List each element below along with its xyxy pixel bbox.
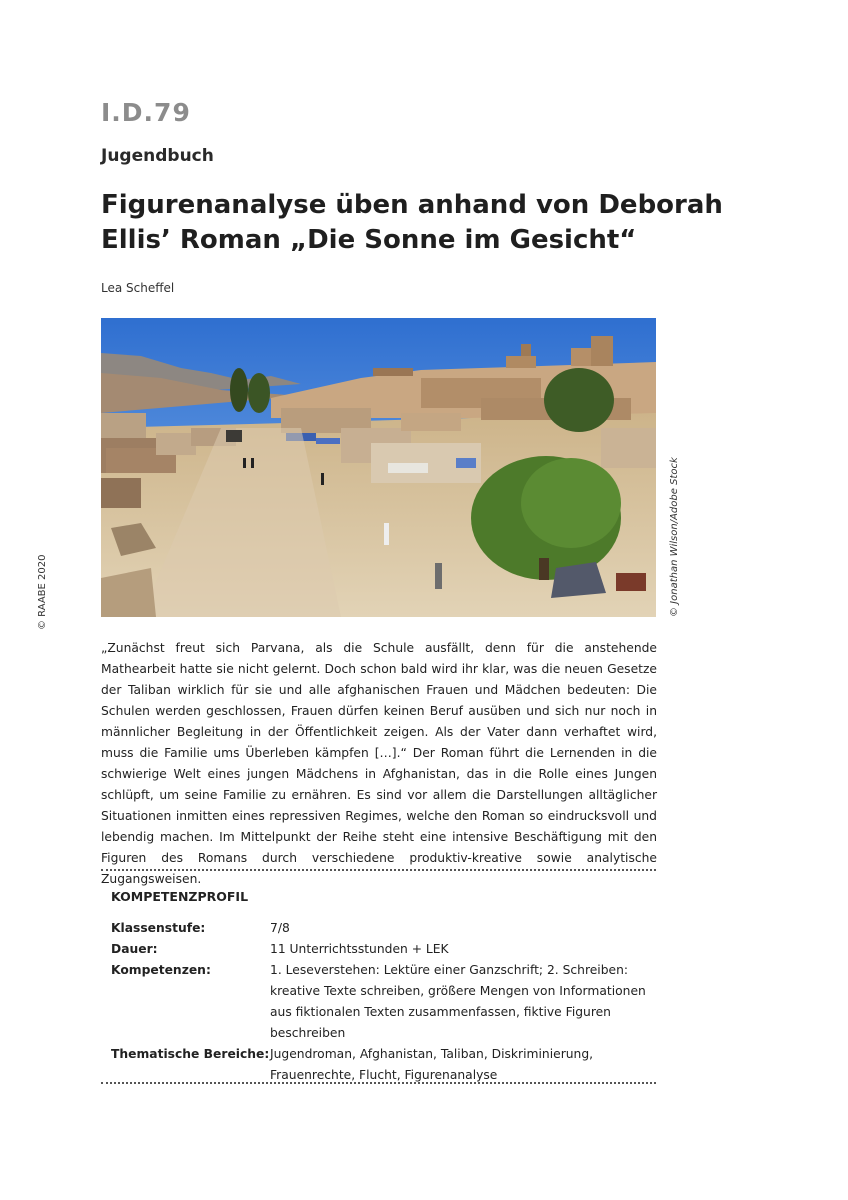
profile-label: Dauer: — [111, 942, 158, 956]
profile-value: Jugendroman, Afghanistan, Taliban, Diskriminierung, Frauenrechte, Flucht, Figurenanalyse — [270, 1047, 594, 1082]
intro-paragraph: „Zunächst freut sich Parvana, als die Schule ausfällt, denn für die anstehende Mathearbeit hatte sie nicht gelernt. Doch schon bald wird ihr klar, was die neuen Gesetze der Taliban wirklich für sie und alle afghanischen Frauen und Mädchen bedeuten: Die Schulen werden geschlossen, Frauen dürfen keinen Beruf ausüben und sich nur noch in männlicher Begleitung in der Öffentlichkeit zeigen. Als der Vater dann verhaftet wird, muss die Familie ums Überleben kämpfen […].“ Der Roman führt die Lernenden in die schwierige Welt eines jungen Mädchens in Afghanistan, das in die Rolle eines Jungen schlüpft, um seine Familie zu ernähren. Es sind vor allem die Darstellungen alltäglicher Situationen inmitten eines repressiven Regimes, welche den Roman so eindrucksvoll und lebendig machen. Im Mittelpunkt der Reihe steht eine intensive Beschäftigung mit den Figuren des Romans durch verschiedene produktiv-kreative sowie analytische Zugangsweisen. — [101, 641, 657, 886]
profile-label: Kompetenzen: — [111, 963, 211, 977]
document-code: I.D.79 — [101, 98, 191, 127]
profile-value: 11 Unterrichtsstunden + LEK — [270, 942, 449, 956]
photo-credit: © Jonathan Wilson/Adobe Stock — [669, 457, 680, 617]
profile-value: 7/8 — [270, 921, 290, 935]
profile-row — [111, 939, 646, 960]
cover-photo — [101, 318, 656, 617]
page-title — [101, 188, 723, 258]
profile-row — [111, 1044, 646, 1086]
profile-row — [111, 960, 646, 1044]
photo-illustration — [101, 318, 656, 617]
divider-top — [101, 869, 656, 871]
profile-label: Thematische Bereiche: — [111, 1047, 270, 1061]
title-line-1: Figurenanalyse üben anhand von Deborah — [101, 190, 723, 220]
copyright-notice: © RAABE 2020 — [37, 554, 48, 630]
title-line-2: Ellis’ Roman „Die Sonne im Gesicht“ — [101, 225, 637, 255]
profile-heading: KOMPETENZPROFIL — [111, 889, 249, 904]
divider-bottom — [101, 1082, 656, 1084]
profile-row — [111, 918, 646, 939]
author-name: Lea Scheffel — [101, 281, 175, 295]
intro-text — [101, 638, 657, 890]
profile-value: 1. Leseverstehen: Lektüre einer Ganzschrift; 2. Schreiben: kreative Texte schreiben, größere Mengen von Informationen aus fiktionalen Texten zusammenfassen, fiktive Figuren beschreiben — [270, 963, 646, 1040]
section-label: Jugendbuch — [101, 146, 214, 166]
profile-label: Klassenstufe: — [111, 921, 206, 935]
profile-table — [111, 918, 646, 1086]
